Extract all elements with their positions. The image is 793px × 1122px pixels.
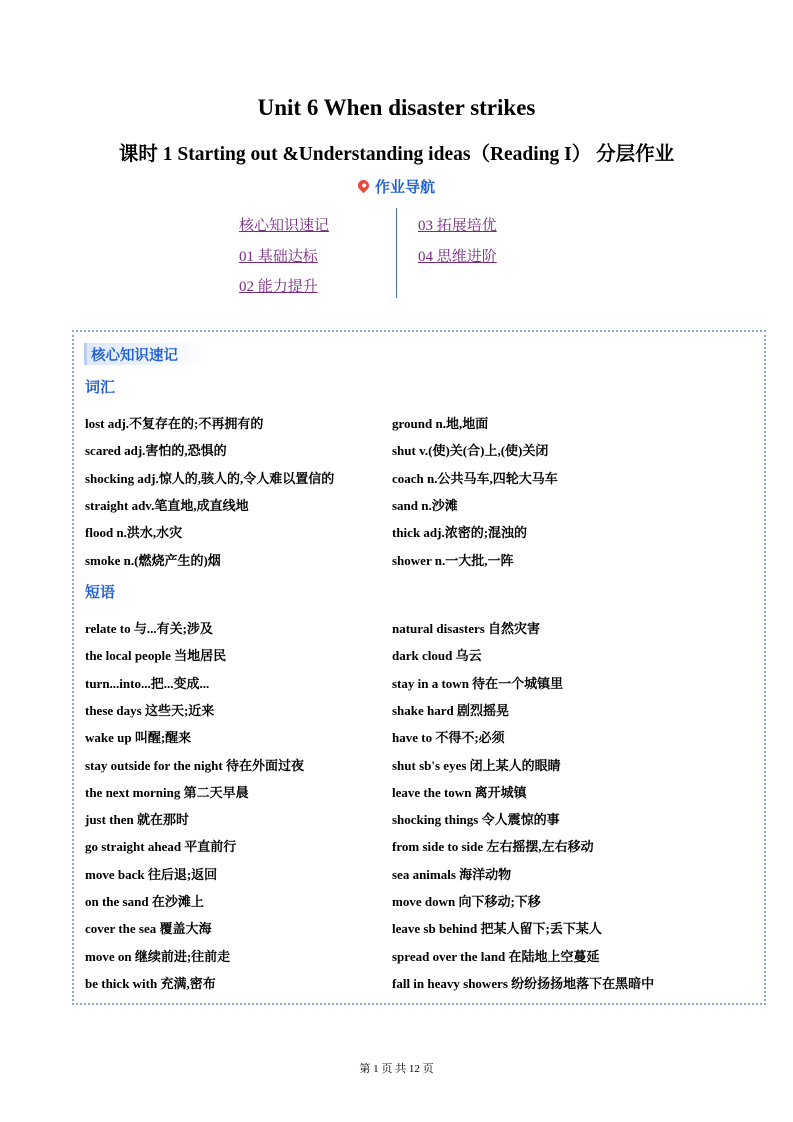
vocab-heading: 词汇 <box>85 378 116 396</box>
phrase-item: move back 往后退;返回 <box>85 866 218 882</box>
nav-link-thinking[interactable]: 04 思维进阶 <box>418 249 497 265</box>
homework-nav-heading <box>0 176 793 197</box>
phrase-item: go straight ahead 平直前行 <box>85 839 237 855</box>
vocab-item: sand n.沙滩 <box>392 497 458 513</box>
phrase-item: the next morning 第二天早晨 <box>85 784 249 800</box>
phrase-item: shake hard 剧烈摇晃 <box>392 702 510 718</box>
phrase-item: leave sb behind 把某人留下;丢下某人 <box>392 921 602 937</box>
phrase-item: fall in heavy showers 纷纷扬扬地落下在黑暗中 <box>392 975 655 991</box>
phrase-item: just then 就在那时 <box>85 812 190 828</box>
page-subtitle: 课时 1 Starting out &Understanding ideas（Reading I） 分层作业 <box>118 144 675 165</box>
phrase-item: these days 这些天;近来 <box>85 702 215 718</box>
vocab-item: thick adj.浓密的;混浊的 <box>392 525 528 541</box>
phrase-item: the local people 当地居民 <box>85 648 227 664</box>
nav-link-basic[interactable]: 01 基础达标 <box>239 249 318 265</box>
nav-link-core-knowledge[interactable]: 核心知识速记 <box>239 218 330 234</box>
vocab-item: shower n.一大批,一阵 <box>392 552 514 568</box>
nav-link-ability[interactable]: 02 能力提升 <box>239 279 318 295</box>
phrase-item: stay in a town 待在一个城镇里 <box>392 675 564 691</box>
vocab-item: flood n.洪水,水灾 <box>85 525 183 541</box>
phrase-item: be thick with 充满,密布 <box>85 975 216 991</box>
vocab-item: smoke n.(燃烧产生的)烟 <box>85 552 221 568</box>
phrase-item: move down 向下移动;下移 <box>392 894 541 909</box>
page-title: Unit 6 When disaster strikes <box>257 95 536 120</box>
phrase-item: stay outside for the night 待在外面过夜 <box>85 757 304 773</box>
phrase-item: shocking things 令人震惊的事 <box>392 812 560 828</box>
vocab-item: lost adj.不复存在的;不再拥有的 <box>85 416 264 431</box>
phrase-item: cover the sea 覆盖大海 <box>85 921 212 937</box>
phrase-item: dark cloud 乌云 <box>392 648 482 664</box>
nav-divider <box>396 208 397 298</box>
vocab-item: straight adv.笔直地,成直线地 <box>85 497 249 513</box>
phrase-item: from side to side 左右摇摆,左右移动 <box>392 839 594 855</box>
vocab-item: coach n.公共马车,四轮大马车 <box>392 470 558 486</box>
phrase-item: relate to 与...有关;涉及 <box>85 621 213 636</box>
phrase-item: wake up 叫醒;醒来 <box>85 730 192 746</box>
vocab-item: scared adj.害怕的,恐惧的 <box>85 443 227 459</box>
page-footer: 第 1 页 共 12 页 <box>359 1063 434 1075</box>
phrase-item: natural disasters 自然灾害 <box>392 621 541 636</box>
knowledge-heading-label: 核心知识速记 <box>91 348 178 364</box>
nav-link-extension[interactable]: 03 拓展培优 <box>418 218 497 234</box>
phrase-item: leave the town 离开城镇 <box>392 784 527 800</box>
phrase-item: have to 不得不;必须 <box>392 730 505 746</box>
phrase-item: move on 继续前进;往前走 <box>85 948 231 964</box>
phrase-item: shut sb's eyes 闭上某人的眼睛 <box>392 757 561 773</box>
phrase-item: sea animals 海洋动物 <box>392 866 512 882</box>
vocab-item: ground n.地,地面 <box>392 416 489 431</box>
vocab-item: shut v.(使)关(合)上,(使)关闭 <box>392 443 549 459</box>
vocab-item: shocking adj.惊人的,骇人的,令人难以置信的 <box>85 470 335 486</box>
phrase-item: spread over the land 在陆地上空蔓延 <box>392 948 600 964</box>
phrase-heading: 短语 <box>85 583 116 601</box>
phrase-item: on the sand 在沙滩上 <box>85 894 204 909</box>
nav-heading-label: 作业导航 <box>374 178 435 196</box>
location-pin-icon <box>356 178 372 194</box>
knowledge-box-heading <box>84 343 207 365</box>
phrase-item: turn...into...把...变成... <box>85 675 210 691</box>
